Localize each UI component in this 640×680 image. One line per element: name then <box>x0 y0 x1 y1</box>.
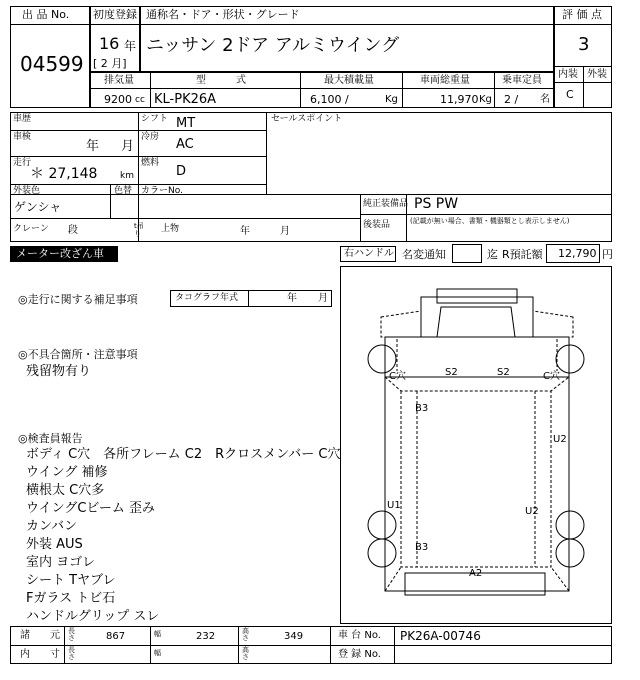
color-code-label: カラーNo. <box>141 186 183 196</box>
pending-label: 迄 <box>487 248 498 261</box>
mark-cab-right: S2 <box>497 367 510 378</box>
recycle-label: R預託額 <box>502 248 543 261</box>
gross-value: 11,970 <box>440 93 479 106</box>
after-note: (記載が無い場合、書類・機器類とし表示しません) <box>410 217 570 225</box>
meter-notice: メーター改ざん車 <box>16 247 104 260</box>
ac-value: AC <box>176 137 194 152</box>
length-label: 長さ <box>68 627 75 642</box>
tacho-year: 年 <box>287 293 297 304</box>
inner-width-label: 幅 <box>154 649 161 657</box>
displacement-value: 9200 <box>104 93 132 106</box>
shift-label: シフト <box>141 114 169 124</box>
mark-lower-u2: U2 <box>525 506 539 517</box>
after-label: 後装品 <box>363 220 391 230</box>
grade-value: 3 <box>578 34 590 55</box>
capacity-label: 乗車定員 <box>502 75 542 86</box>
report-line: カンバン <box>26 519 78 534</box>
load-label: 最大積載量 <box>324 75 374 86</box>
caution-title: ◎不具合箇所・注意事項 <box>18 348 138 361</box>
reg-year-unit: 年 <box>124 39 137 53</box>
capacity-unit: 名 <box>540 94 550 105</box>
mark-cab-left: S2 <box>445 367 458 378</box>
tacho-label: タコグラフ年式 <box>175 293 239 303</box>
name-label: 通称名・ドア・形状・グレード <box>146 8 300 21</box>
chassis-value: PK26A-00746 <box>400 629 481 643</box>
color-no-label: 色替 <box>114 186 133 196</box>
report-line: シート Tヤブレ <box>26 573 116 588</box>
model-label: 型 式 <box>196 75 246 86</box>
name-change-label: 名変通知 <box>402 248 446 261</box>
inner-height-label: 高さ <box>242 646 249 661</box>
interior-label: 内装 <box>558 69 578 80</box>
width-label: 幅 <box>154 630 161 638</box>
report-line: Fガラス トビ石 <box>26 591 116 606</box>
report-line: ハンドルグリップ スレ <box>26 609 160 624</box>
inspection-label: 車検 <box>13 132 32 142</box>
height-value: 349 <box>284 631 304 642</box>
mark-left-u1: U1 <box>387 500 401 511</box>
exterior-label: 外装 <box>587 69 607 80</box>
displacement-label: 排気量 <box>104 75 134 86</box>
shift-value: MT <box>176 116 196 131</box>
report-line: ウイングCビーム 歪み <box>26 501 156 516</box>
fuel-value: D <box>176 164 187 179</box>
mark-lower-b3: B3 <box>415 542 429 553</box>
recycle-value: 12,790 <box>558 247 597 260</box>
model-value: KL-PK26A <box>154 92 217 107</box>
lift-label: t吊り <box>134 222 144 238</box>
mark-rear-a2: A2 <box>469 568 483 579</box>
report-line: ウイング 補修 <box>26 465 108 480</box>
lot-number: 04599 <box>20 52 84 76</box>
name-change-box <box>452 244 482 263</box>
mileage-label: 走行 <box>13 158 32 168</box>
mileage-value: ＊ 27,148 <box>30 166 98 182</box>
sales-label: セールスポイント <box>271 114 343 124</box>
capacity-value: 2 / <box>504 93 519 106</box>
chassis-label: 車 台 No. <box>338 630 381 641</box>
tacho-month: 月 <box>318 293 328 304</box>
crane-label: クレーン <box>13 224 49 234</box>
inspection-year: 年 <box>86 139 100 154</box>
report-line: 横根太 C穴多 <box>26 483 105 498</box>
rhd-label: 右ハンドル <box>344 248 394 259</box>
width-value: 232 <box>196 631 216 642</box>
lot-label: 出 品 No. <box>22 8 70 21</box>
mark-right-hole: C穴 <box>543 371 560 382</box>
car-name: ニッサン 2ドア アルミウイング <box>146 35 400 56</box>
color-value: ゲンシャ <box>14 200 62 214</box>
reg-year: 16 <box>99 34 120 53</box>
mark-left-hole: C穴 <box>389 371 406 382</box>
inner-length-label: 長さ <box>68 646 75 661</box>
mark-upper-b3: B3 <box>415 403 429 414</box>
displacement-unit: cc <box>135 95 145 105</box>
history-label: 車歴 <box>13 114 32 124</box>
ac-label: 冷房 <box>141 132 160 142</box>
reg-month: [ 2 月] <box>93 57 127 70</box>
color-label: 外装色 <box>13 186 41 196</box>
length-value: 867 <box>106 631 126 642</box>
load-unit: Kg <box>385 94 398 105</box>
report-line: 外装 AUS <box>26 537 83 552</box>
mileage-unit: km <box>120 171 134 181</box>
reg-label: 初度登録 <box>93 8 137 21</box>
crane-dan: 段 <box>68 225 78 236</box>
reg-no-label: 登 録 No. <box>338 649 381 660</box>
damage-diagram <box>340 266 612 624</box>
caution-text: 残留物有り <box>26 364 92 379</box>
supp-title: ◎走行に関する補足事項 <box>18 293 138 306</box>
gross-label: 車両総重量 <box>420 75 470 86</box>
equip-value: PS PW <box>414 196 459 212</box>
mark-right-u2: U2 <box>553 434 567 445</box>
fuel-label: 燃料 <box>141 158 160 168</box>
inner-label: 内 寸 <box>20 649 60 660</box>
inspection-month: 月 <box>121 139 135 154</box>
report-line: ボディ C穴 各所フレーム C2 Rクロスメンバー C穴 <box>26 447 341 462</box>
equip-label: 純正装備品 <box>363 199 409 209</box>
report-line: 室内 ヨゴレ <box>26 555 96 570</box>
load-value: 6,100 / <box>310 93 349 106</box>
recycle-unit: 円 <box>602 248 613 261</box>
height-label: 高さ <box>242 627 249 642</box>
upper-month: 月 <box>280 226 290 237</box>
inspector-title: ◎検査員報告 <box>18 432 83 445</box>
upper-year: 年 <box>240 226 250 237</box>
gross-unit: Kg <box>479 94 492 105</box>
upper-label: 上物 <box>161 224 180 234</box>
interior-grade: C <box>566 88 574 101</box>
dims-label: 諸 元 <box>20 630 60 641</box>
grade-label: 評 価 点 <box>562 8 602 21</box>
